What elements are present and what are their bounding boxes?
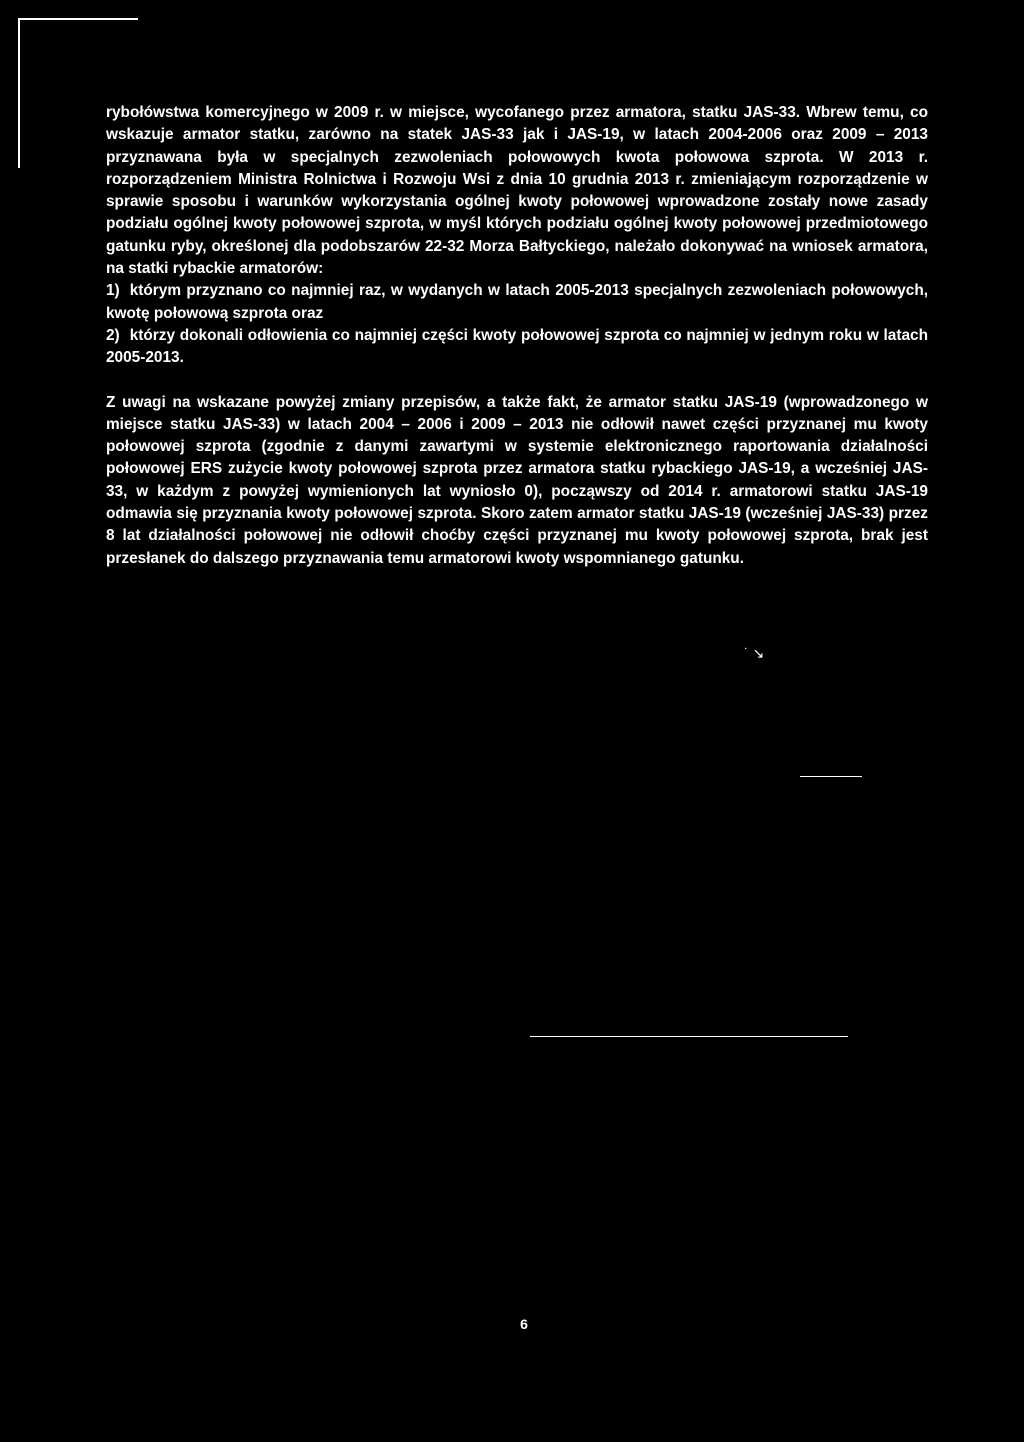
scan-border-top (18, 18, 138, 20)
intro-paragraph: rybołówstwa komercyjnego w 2009 r. w miejsce, wycofanego przez armatora, statku JAS-33. Wbrew temu, co wskazuje armator statku, zarówno na statek JAS-33 jak i JAS-19, w latach 2004-2006 oraz 2009 – 2013 przyznawana była w specjalnych zezwoleniach połowowych kwota połowowa szprota. W 2013 r. rozporządzeniem Ministra Rolnictwa i Rozwoju Wsi z dnia 10 grudnia 2013 r. zmieniającym rozporządzenie w sprawie sposobu i warunków wykorzystania ogólnej kwoty połowowej wprowadzone zostały nowe zasady podziału ogólnej kwoty połowowej szprota, w myśl których podziału ogólnej kwoty połowowej przedmiotowego gatunku ryby, określonej dla podobszarów 22-32 Morza Bałtyckiego, należało dokonywać na wniosek armatora, na statki rybackie armatorów: (106, 104, 928, 278)
list-item-1 (106, 280, 928, 325)
scan-artifact-line-short (800, 776, 862, 777)
scan-border-left (18, 18, 20, 168)
list-item-1-text: którym przyznano co najmniej raz, w wydanych w latach 2005-2013 specjalnych zezwoleniach połowowych, kwotę połowową szprota oraz (106, 282, 928, 322)
list-item-2 (106, 325, 928, 370)
page-number: 6 (520, 1316, 528, 1332)
list-item-1-number: 1) (106, 282, 120, 300)
conclusion-paragraph: Z uwagi na wskazane powyżej zmiany przepisów, a także fakt, że armator statku JAS-19 (wprowadzonego w miejsce statku JAS-33) w latach 2004 – 2006 i 2009 – 2013 nie odłowił nawet części przyznanej mu kwoty połowowej szprota (zgodnie z danymi zawartymi w systemie elektronicznego raportowania działalności połowowej ERS zużycie kwoty połowowej szprota przez armatora statku rybackiego JAS-19, a wcześniej JAS-33, w każdym z powyżej wymienionych lat wyniosło 0), począwszy od 2014 r. armatorowi statku JAS-19 odmawia się przyznania kwoty połowowej szprota. Skoro zatem armator statku JAS-19 (wcześniej JAS-33) przez 8 lat działalności połowowej nie odłowił choćby części przyznanej mu kwoty połowowej szprota, brak jest przesłanek do dalszego przyznawania temu armatorowi kwoty wspomnianego gatunku. (106, 393, 928, 567)
list-item-2-number: 2) (106, 326, 120, 344)
document-body (106, 102, 928, 570)
list-item-2-text: którzy dokonali odłowienia co najmniej części kwoty połowowej szprota co najmniej w jednym roku w latach 2005-2013. (106, 326, 928, 367)
scan-artifact-line-long (530, 1036, 848, 1037)
scan-artifact-mark: ˙ ↘ (744, 645, 765, 661)
